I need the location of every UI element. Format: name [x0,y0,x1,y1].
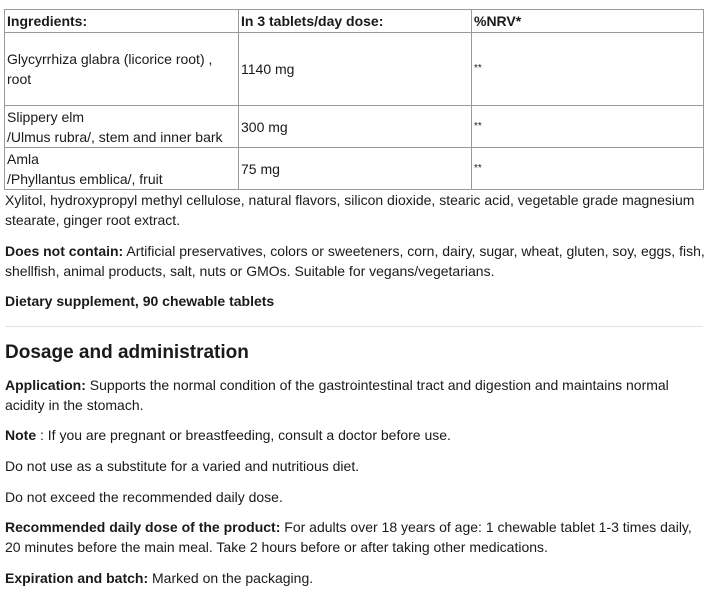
does-not-contain-label: Does not contain: [5,243,124,259]
recommended-dose-text: For adults over 18 years of age: 1 chewable tablet 1-3 times daily, 20 minutes before the main meal. Take 2 hours before or after taking other medications. [5,519,692,555]
does-not-contain-text: Artificial preservatives, colors or sweeteners, corn, dairy, sugar, wheat, gluten, soy, eggs, fish, shellfish, animal products, salt, nuts or GMOs. Suitable for vegans/vegetarians. [5,243,705,279]
expiration-text: Marked on the packaging. [148,570,314,586]
note-text: : If you are pregnant or breastfeeding, consult a doctor before use. [36,427,451,443]
header-ingredients: Ingredients: [5,10,239,33]
table-row [5,148,704,190]
section-title: Dosage and administration [5,342,249,363]
product-type: Dietary supplement, 90 chewable tablets [5,293,275,309]
note [5,425,705,445]
dose-cell: 75 mg [239,148,472,190]
warning-dose: Do not exceed the recommended daily dose. [5,489,283,505]
table-header-row [5,10,704,33]
recommended-dose-label: Recommended daily dose of the product: [5,519,281,535]
ingredient-cell [5,106,239,148]
does-not-contain [5,241,705,281]
dose-cell: 300 mg [239,106,472,148]
application [5,375,705,415]
expiration [5,568,705,588]
nrv-cell: ** [472,106,704,148]
warning-substitute: Do not use as a substitute for a varied and nutritious diet. [5,458,360,474]
ingredient-cell [5,148,239,190]
ingredients-table [4,9,704,190]
nrv-cell: ** [472,33,704,106]
application-text: Supports the normal condition of the gastrointestinal tract and digestion and maintains normal acidity in the stomach. [5,377,669,413]
table-row [5,33,704,106]
ingredient-detail: /Phyllantus emblica/, fruit [7,170,163,187]
dose-cell: 1140 mg [239,33,472,106]
ingredient-name: Slippery elm [7,108,85,125]
nrv-cell: ** [472,148,704,190]
ingredient-cell: Glycyrrhiza glabra (licorice root) , root [5,33,239,106]
expiration-label: Expiration and batch: [5,570,149,586]
recommended-dose [5,517,705,557]
header-dose: In 3 tablets/day dose: [239,10,472,33]
section-divider [5,326,703,327]
ingredient-name: Amla [7,150,39,167]
ingredient-detail: /Ulmus rubra/, stem and inner bark [7,128,223,145]
note-label: Note [5,427,37,443]
table-row [5,106,704,148]
header-nrv: %NRV* [472,10,704,33]
other-ingredients: Xylitol, hydroxypropyl methyl cellulose, natural flavors, silicon dioxide, stearic acid, vegetable grade magnesium stearate, ginger root extract. [5,192,695,228]
application-label: Application: [5,377,86,393]
